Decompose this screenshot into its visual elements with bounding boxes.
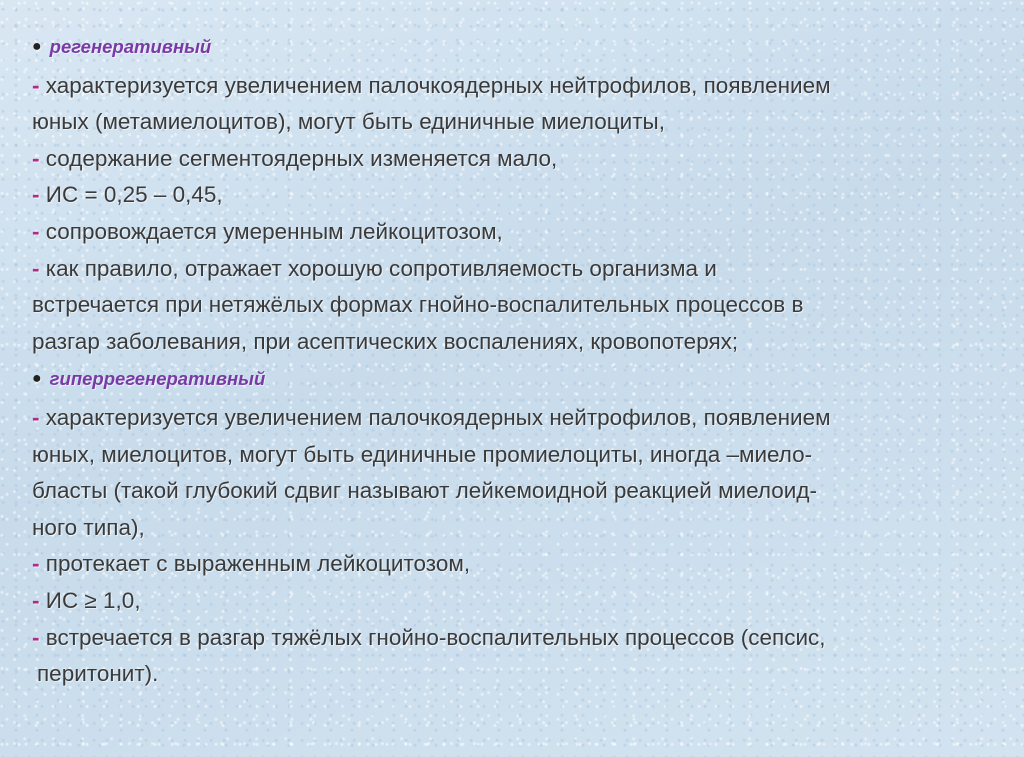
section2-text-7: встречается в разгар тяжёлых гнойно-воспалительных процессов (сепсис,: [45, 624, 826, 650]
section1-text-6: как правило, отражает хорошую сопротивляемость организма и: [45, 255, 717, 281]
bullet-icon: ●: [32, 38, 42, 55]
section2-line-1: [32, 400, 992, 437]
section1-line-1: [32, 68, 992, 105]
section1-text-8: разгар заболевания, при асептических воспалениях, кровопотерях;: [32, 328, 739, 354]
section1-heading: [32, 28, 992, 68]
dash-marker: -: [32, 72, 40, 98]
section2-text-2: юных, миелоцитов, могут быть единичные промиелоциты, иногда –миело-: [32, 441, 813, 467]
section2-text-3: бласты (такой глубокий сдвиг называют лейкемоидной реакцией миелоид-: [32, 478, 817, 504]
section1-line-2: [32, 104, 992, 141]
dash-marker: -: [32, 624, 40, 650]
dash-marker: -: [32, 551, 40, 577]
dash-marker: -: [32, 255, 40, 281]
section2-line-3: [32, 473, 992, 510]
section1-text-1: характеризуется увеличением палочкоядерных нейтрофилов, появлением: [45, 72, 831, 98]
section1-line-3: [32, 141, 992, 178]
section1-line-5: [32, 214, 992, 251]
section2-line-4: [32, 510, 992, 547]
section1-text-3: содержание сегментоядерных изменяется мало,: [45, 145, 558, 171]
section1-line-7: [32, 287, 992, 324]
section2-heading: [32, 360, 992, 400]
dash-marker: -: [32, 404, 40, 430]
slide-content: [32, 28, 992, 693]
section2-text-6: ИС ≥ 1,0,: [45, 587, 141, 613]
section1-text-7: встречается при нетяжёлых формах гнойно-воспалительных процессов в: [32, 292, 804, 318]
dash-marker: -: [32, 145, 40, 171]
dash-marker: -: [32, 182, 40, 208]
section1-line-4: [32, 177, 992, 214]
section2-line-5: [32, 546, 992, 583]
section2-title: гиперрегенеративный: [49, 368, 266, 390]
section2-text-1: характеризуется увеличением палочкоядерных нейтрофилов, появлением: [45, 404, 831, 430]
section1-text-2: юных (метамиелоцитов), могут быть единичные миелоциты,: [32, 109, 665, 135]
bullet-icon: ●: [32, 370, 42, 388]
section2-text-8: перитонит).: [37, 661, 159, 687]
section1-text-5: сопровождается умеренным лейкоцитозом,: [45, 218, 503, 244]
section1-line-8: [32, 324, 992, 361]
section2-text-5: протекает с выраженным лейкоцитозом,: [45, 551, 471, 577]
dash-marker: -: [32, 218, 40, 244]
section2-line-7: [32, 620, 992, 657]
section2-line-8: [32, 656, 992, 693]
dash-marker: -: [32, 587, 40, 613]
section1-text-4: ИС = 0,25 – 0,45,: [45, 182, 223, 208]
section1-title: регенеративный: [49, 36, 212, 57]
section2-text-4: ного типа),: [32, 514, 145, 540]
section2-line-2: [32, 437, 992, 474]
section2-line-6: [32, 583, 992, 620]
section1-line-6: [32, 251, 992, 288]
